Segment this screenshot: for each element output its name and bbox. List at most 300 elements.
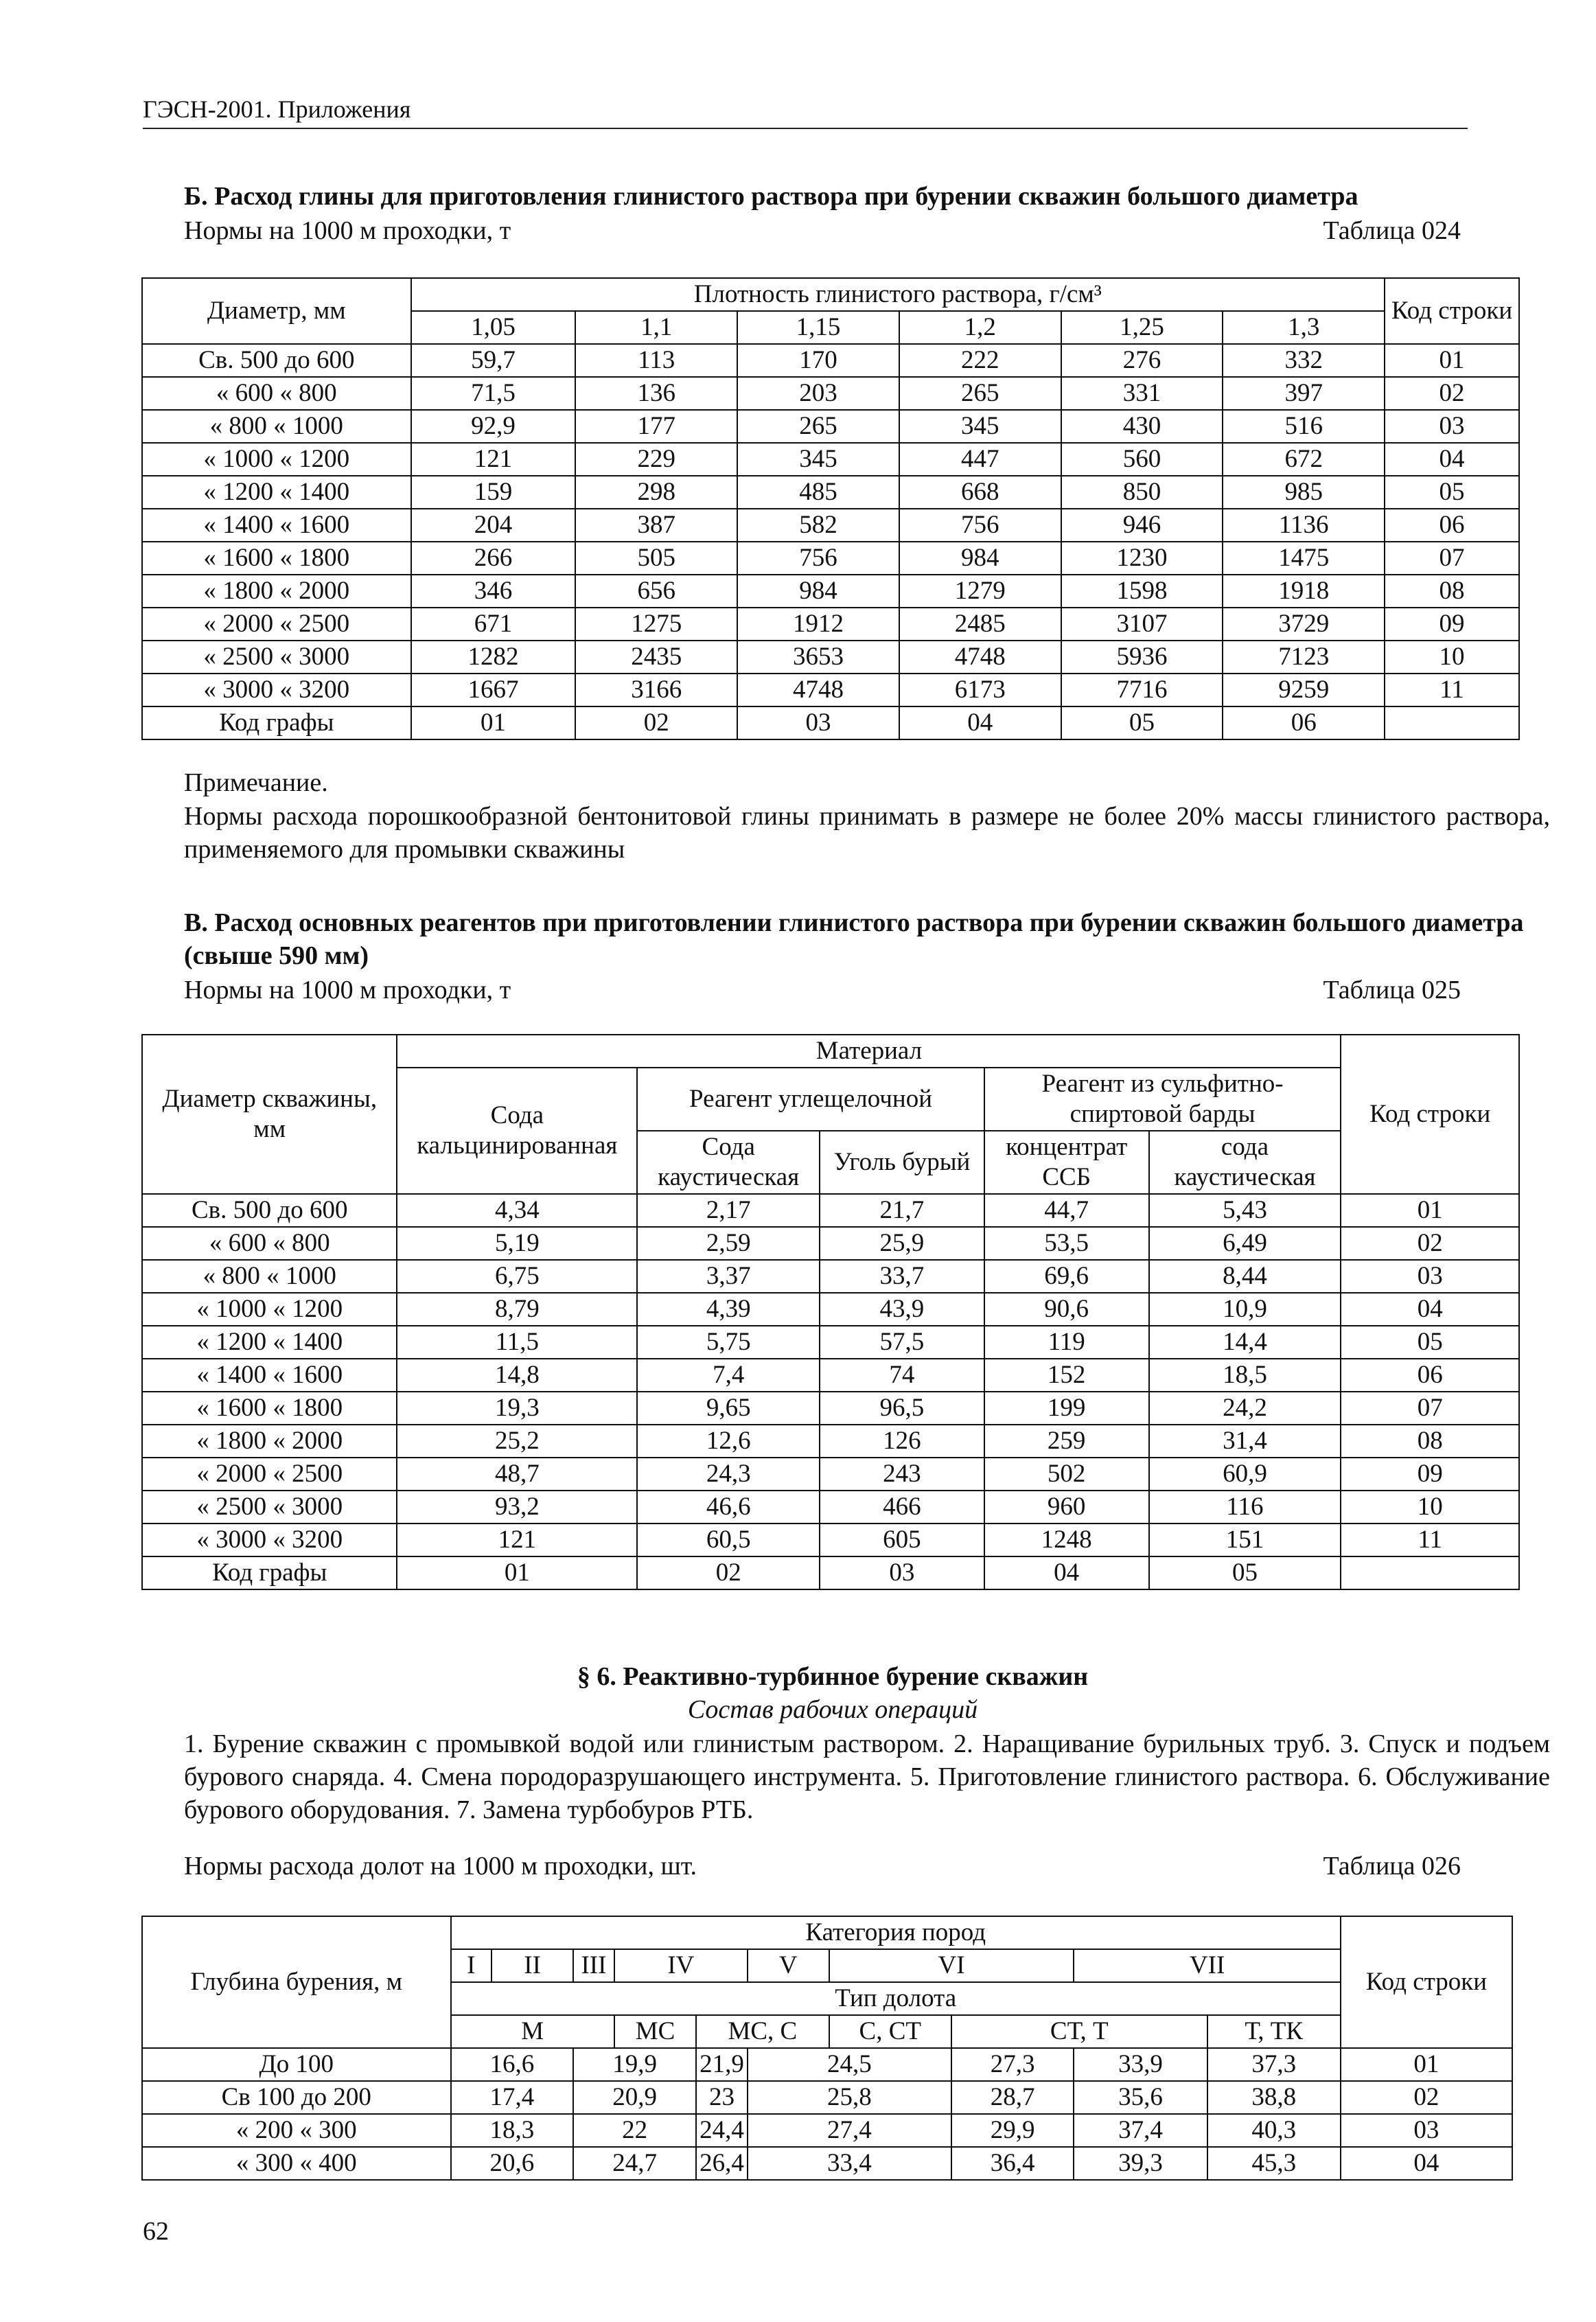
table-cell: 04 <box>984 1556 1149 1589</box>
table-cell: 04 <box>1341 1293 1519 1326</box>
section-b-note-text: Нормы расхода порошкообразной бентонитовой глины принимать в размере не более 20% массы глинистого раствора, применяемого для промывки скважины <box>184 802 1550 864</box>
table-cell: 33,9 <box>1074 2048 1207 2081</box>
table-cell: 276 <box>1061 344 1223 377</box>
table-cell: 12,6 <box>637 1425 820 1458</box>
table-cell: 447 <box>899 443 1061 476</box>
t25-head-konc: концентрат ССБ <box>984 1131 1149 1194</box>
table-cell: 01 <box>397 1556 637 1589</box>
table-cell: 126 <box>820 1425 984 1458</box>
row-label: Код графы <box>142 706 411 739</box>
table-cell: 2,17 <box>637 1194 820 1227</box>
table-cell: 43,9 <box>820 1293 984 1326</box>
t26-head-code: Код строки <box>1341 1916 1512 2048</box>
table-cell: 10 <box>1341 1491 1519 1524</box>
section-6-title: § 6. Реактивно-турбинное бурение скважин <box>577 1662 1089 1691</box>
table-cell: 2435 <box>575 641 737 674</box>
table-cell: 01 <box>1341 2048 1512 2081</box>
table-cell: 5,19 <box>397 1227 637 1260</box>
table-cell: 1918 <box>1223 575 1385 608</box>
table-026 <box>141 1916 1513 2181</box>
table-cell: 01 <box>1385 344 1519 377</box>
table-cell: 4748 <box>737 674 899 706</box>
table-row <box>142 1425 1519 1458</box>
table-cell: 69,6 <box>984 1260 1149 1293</box>
t24-density-0: 1,05 <box>411 311 576 344</box>
table-cell: 8,79 <box>397 1293 637 1326</box>
table-row <box>142 674 1519 706</box>
table-row <box>142 2114 1512 2147</box>
row-label: « 1200 « 1400 <box>142 476 411 509</box>
t25-head-material: Материал <box>397 1035 1341 1068</box>
row-label: « 2000 « 2500 <box>142 1458 397 1491</box>
table-cell: 1282 <box>411 641 576 674</box>
table-cell: 36,4 <box>951 2147 1074 2180</box>
row-label: Св. 500 до 600 <box>142 1194 397 1227</box>
table-cell: 502 <box>984 1458 1149 1491</box>
table-cell: 03 <box>820 1556 984 1589</box>
table-cell: 229 <box>575 443 737 476</box>
table-cell: 1912 <box>737 608 899 641</box>
table-cell: 1248 <box>984 1524 1149 1556</box>
table-cell: 672 <box>1223 443 1385 476</box>
section-6-table-id: Таблица 026 <box>1323 1852 1461 1881</box>
table-cell: 204 <box>411 509 576 542</box>
table-row <box>142 1359 1519 1392</box>
table-cell: 985 <box>1223 476 1385 509</box>
t26-category-6: VII <box>1074 1949 1341 1982</box>
row-label: « 200 « 300 <box>142 2114 451 2147</box>
table-cell: 5936 <box>1061 641 1223 674</box>
table-cell: 1598 <box>1061 575 1223 608</box>
table-cell: 346 <box>411 575 576 608</box>
table-cell: 756 <box>899 509 1061 542</box>
table-cell: 03 <box>1385 410 1519 443</box>
t24-head-diameter: Диаметр, мм <box>142 278 411 344</box>
table-cell: 4,34 <box>397 1194 637 1227</box>
table-cell: 59,7 <box>411 344 576 377</box>
table-row <box>142 2147 1512 2180</box>
table-cell: 3166 <box>575 674 737 706</box>
table-cell: 02 <box>1341 2081 1512 2114</box>
table-cell: 04 <box>1385 443 1519 476</box>
table-cell: 946 <box>1061 509 1223 542</box>
table-cell: 387 <box>575 509 737 542</box>
section-v-table-id: Таблица 025 <box>1323 976 1461 1004</box>
table-cell: 668 <box>899 476 1061 509</box>
table-cell: 71,5 <box>411 377 576 410</box>
row-label: « 800 « 1000 <box>142 1260 397 1293</box>
table-cell: 7123 <box>1223 641 1385 674</box>
table-cell: 505 <box>575 542 737 575</box>
table-row <box>142 410 1519 443</box>
section-6-operations: 1. Бурение скважин с промывкой водой или глинистым раствором. 2. Наращивание бурильных труб. 3. Спуск и подъем бурового снаряда. 4. Смена породоразрушающего инструмента. 5. Приготовление глинистого раствора. 6. Обслуживание бурового оборудования. 7. Замена турбобуров РТБ. <box>184 1729 1550 1824</box>
table-cell: 605 <box>820 1524 984 1556</box>
table-cell: 25,9 <box>820 1227 984 1260</box>
table-cell: 850 <box>1061 476 1223 509</box>
table-cell: 06 <box>1223 706 1385 739</box>
table-cell: 5,43 <box>1149 1194 1341 1227</box>
table-cell: 27,3 <box>951 2048 1074 2081</box>
table-row <box>142 344 1519 377</box>
table-row <box>142 575 1519 608</box>
table-cell: 3653 <box>737 641 899 674</box>
row-label: « 2500 « 3000 <box>142 641 411 674</box>
table-cell: 18,5 <box>1149 1359 1341 1392</box>
table-cell: 33,7 <box>820 1260 984 1293</box>
section-6-norms-line <box>184 1850 1461 1883</box>
table-cell <box>1341 1556 1519 1589</box>
table-cell: 08 <box>1385 575 1519 608</box>
t26-type-3: С, СТ <box>829 2015 951 2048</box>
t25-head-code: Код строки <box>1341 1035 1519 1194</box>
section-6-norms: Нормы расхода долот на 1000 м проходки, шт. <box>184 1852 697 1881</box>
table-cell: 5,75 <box>637 1326 820 1359</box>
table-cell: 16,6 <box>451 2048 573 2081</box>
table-cell: 259 <box>984 1425 1149 1458</box>
table-cell: 222 <box>899 344 1061 377</box>
row-label: До 100 <box>142 2048 451 2081</box>
table-cell: 60,9 <box>1149 1458 1341 1491</box>
table-cell: 33,4 <box>748 2147 951 2180</box>
t24-density-2: 1,15 <box>737 311 899 344</box>
row-label: « 1000 « 1200 <box>142 1293 397 1326</box>
table-cell: 3729 <box>1223 608 1385 641</box>
table-cell: 74 <box>820 1359 984 1392</box>
table-cell: 20,9 <box>573 2081 696 2114</box>
table-row <box>142 1556 1519 1589</box>
table-cell: 04 <box>899 706 1061 739</box>
table-cell: 8,44 <box>1149 1260 1341 1293</box>
t26-head-category: Категория пород <box>451 1916 1341 1949</box>
table-cell: 159 <box>411 476 576 509</box>
table-cell: 7,4 <box>637 1359 820 1392</box>
t25-head-soda-k2: сода каустическая <box>1149 1131 1341 1194</box>
table-cell: 08 <box>1341 1425 1519 1458</box>
table-cell: 1667 <box>411 674 576 706</box>
table-cell: 1475 <box>1223 542 1385 575</box>
t24-density-5: 1,3 <box>1223 311 1385 344</box>
table-cell: 92,9 <box>411 410 576 443</box>
table-cell: 26,4 <box>696 2147 748 2180</box>
table-cell: 984 <box>737 575 899 608</box>
row-label: « 1800 « 2000 <box>142 1425 397 1458</box>
row-label: « 1400 « 1600 <box>142 509 411 542</box>
t26-head-type: Тип долота <box>451 1982 1341 2015</box>
table-cell: 11,5 <box>397 1326 637 1359</box>
table-cell: 35,6 <box>1074 2081 1207 2114</box>
table-cell: 331 <box>1061 377 1223 410</box>
row-label: Св. 500 до 600 <box>142 344 411 377</box>
table-cell: 152 <box>984 1359 1149 1392</box>
t24-head-code: Код строки <box>1385 278 1519 344</box>
table-cell: 57,5 <box>820 1326 984 1359</box>
table-cell: 4748 <box>899 641 1061 674</box>
table-cell: 7716 <box>1061 674 1223 706</box>
table-cell: 10,9 <box>1149 1293 1341 1326</box>
table-cell: 37,3 <box>1207 2048 1341 2081</box>
section-v-norms: Нормы на 1000 м проходки, т <box>184 976 511 1004</box>
row-label: « 3000 « 3200 <box>142 1524 397 1556</box>
table-cell: 25,8 <box>748 2081 951 2114</box>
t24-density-4: 1,25 <box>1061 311 1223 344</box>
table-cell: 2485 <box>899 608 1061 641</box>
section-b-note-label: Примечание. <box>184 768 328 797</box>
table-cell: 1230 <box>1061 542 1223 575</box>
table-cell: 44,7 <box>984 1194 1149 1227</box>
table-cell: 265 <box>899 377 1061 410</box>
table-cell: 430 <box>1061 410 1223 443</box>
row-label: « 600 « 800 <box>142 377 411 410</box>
t26-category-1: II <box>491 1949 573 1982</box>
t26-category-2: III <box>573 1949 614 1982</box>
row-label: « 2500 « 3000 <box>142 1491 397 1524</box>
table-cell: 560 <box>1061 443 1223 476</box>
table-cell: 39,3 <box>1074 2147 1207 2180</box>
table-row <box>142 608 1519 641</box>
table-row <box>142 443 1519 476</box>
table-row <box>142 377 1519 410</box>
table-cell: 466 <box>820 1491 984 1524</box>
table-024 <box>141 277 1520 740</box>
table-cell: 23 <box>696 2081 748 2114</box>
table-cell: 05 <box>1061 706 1223 739</box>
row-label: « 1200 « 1400 <box>142 1326 397 1359</box>
table-cell: 01 <box>411 706 576 739</box>
table-cell: 3,37 <box>637 1260 820 1293</box>
table-cell: 40,3 <box>1207 2114 1341 2147</box>
table-cell: 93,2 <box>397 1491 637 1524</box>
table-cell: 05 <box>1341 1326 1519 1359</box>
table-cell: 60,5 <box>637 1524 820 1556</box>
table-cell: 37,4 <box>1074 2114 1207 2147</box>
table-cell: 05 <box>1149 1556 1341 1589</box>
row-label: « 1600 « 1800 <box>142 542 411 575</box>
table-cell: 11 <box>1385 674 1519 706</box>
t25-head-ugle: Реагент углещелочной <box>637 1068 984 1131</box>
table-cell: 07 <box>1385 542 1519 575</box>
table-row <box>142 1194 1519 1227</box>
table-cell: 177 <box>575 410 737 443</box>
table-cell: 24,4 <box>696 2114 748 2147</box>
table-cell: 3107 <box>1061 608 1223 641</box>
table-cell: 24,5 <box>748 2048 951 2081</box>
table-cell: 14,8 <box>397 1359 637 1392</box>
table-cell: 6,49 <box>1149 1227 1341 1260</box>
table-cell: 06 <box>1341 1359 1519 1392</box>
section-b-title: Б. Расход глины для приготовления глинистого раствора при бурении скважин большого диаметра <box>184 182 1358 211</box>
row-label: Код графы <box>142 1556 397 1589</box>
table-row <box>142 641 1519 674</box>
table-cell: 485 <box>737 476 899 509</box>
table-cell: 20,6 <box>451 2147 573 2180</box>
section-b-table-id: Таблица 024 <box>1323 216 1461 245</box>
table-cell: 53,5 <box>984 1227 1149 1260</box>
table-cell: 266 <box>411 542 576 575</box>
section-v-title: В. Расход основных реагентов при приготовлении глинистого раствора при бурении скважин большого диаметра (свыше 590 мм) <box>184 908 1524 970</box>
page-number: 62 <box>143 2217 169 2246</box>
t24-density-3: 1,2 <box>899 311 1061 344</box>
table-cell: 116 <box>1149 1491 1341 1524</box>
table-row <box>142 1326 1519 1359</box>
table-row <box>142 1392 1519 1425</box>
row-label: « 1800 « 2000 <box>142 575 411 608</box>
table-cell: 45,3 <box>1207 2147 1341 2180</box>
table-cell: 121 <box>411 443 576 476</box>
table-cell: 113 <box>575 344 737 377</box>
t26-type-5: Т, ТК <box>1207 2015 1341 2048</box>
table-cell: 6173 <box>899 674 1061 706</box>
row-label: Св 100 до 200 <box>142 2081 451 2114</box>
table-row <box>142 1227 1519 1260</box>
running-header: ГЭСН-2001. Приложения <box>143 95 1468 129</box>
table-cell: 28,7 <box>951 2081 1074 2114</box>
t26-type-1: МС <box>614 2015 696 2048</box>
table-cell: 332 <box>1223 344 1385 377</box>
table-cell: 17,4 <box>451 2081 573 2114</box>
table-cell: 243 <box>820 1458 984 1491</box>
table-cell: 984 <box>899 542 1061 575</box>
table-cell: 21,7 <box>820 1194 984 1227</box>
row-label: « 300 « 400 <box>142 2147 451 2180</box>
table-cell: 29,9 <box>951 2114 1074 2147</box>
table-row <box>142 1293 1519 1326</box>
row-label: « 800 « 1000 <box>142 410 411 443</box>
table-row <box>142 2048 1512 2081</box>
table-row <box>142 476 1519 509</box>
table-cell: 656 <box>575 575 737 608</box>
table-cell: 48,7 <box>397 1458 637 1491</box>
table-cell: 09 <box>1385 608 1519 641</box>
table-cell <box>1385 706 1519 739</box>
table-cell: 24,7 <box>573 2147 696 2180</box>
table-cell: 10 <box>1385 641 1519 674</box>
table-cell: 2,59 <box>637 1227 820 1260</box>
table-cell: 14,4 <box>1149 1326 1341 1359</box>
table-cell: 298 <box>575 476 737 509</box>
table-cell: 09 <box>1341 1458 1519 1491</box>
t26-category-0: I <box>451 1949 492 1982</box>
table-cell: 04 <box>1341 2147 1512 2180</box>
section-6-subtitle: Состав рабочих операций <box>687 1695 978 1724</box>
section-v-norms-line <box>184 974 1461 1007</box>
table-row <box>142 2081 1512 2114</box>
section-b-norms-line <box>184 214 1461 247</box>
t25-head-soda: Сода кальцинированная <box>397 1068 637 1194</box>
table-cell: 24,3 <box>637 1458 820 1491</box>
table-025 <box>141 1034 1520 1590</box>
table-cell: 02 <box>1385 377 1519 410</box>
table-cell: 03 <box>1341 2114 1512 2147</box>
table-cell: 119 <box>984 1326 1149 1359</box>
table-cell: 397 <box>1223 377 1385 410</box>
t26-category-5: VI <box>829 1949 1074 1982</box>
table-cell: 1275 <box>575 608 737 641</box>
table-cell: 199 <box>984 1392 1149 1425</box>
t26-type-0: М <box>451 2015 614 2048</box>
table-cell: 516 <box>1223 410 1385 443</box>
table-row <box>142 1524 1519 1556</box>
table-cell: 96,5 <box>820 1392 984 1425</box>
t25-head-ugol: Уголь бурый <box>820 1131 984 1194</box>
table-cell: 1279 <box>899 575 1061 608</box>
table-cell: 05 <box>1385 476 1519 509</box>
table-cell: 9259 <box>1223 674 1385 706</box>
table-cell: 02 <box>575 706 737 739</box>
table-cell: 345 <box>899 410 1061 443</box>
table-cell: 151 <box>1149 1524 1341 1556</box>
table-cell: 11 <box>1341 1524 1519 1556</box>
row-label: « 1400 « 1600 <box>142 1359 397 1392</box>
t25-head-soda-k: Сода каустическая <box>637 1131 820 1194</box>
table-cell: 19,3 <box>397 1392 637 1425</box>
table-cell: 01 <box>1341 1194 1519 1227</box>
table-row <box>142 1491 1519 1524</box>
table-cell: 4,39 <box>637 1293 820 1326</box>
table-cell: 22 <box>573 2114 696 2147</box>
t26-head-depth: Глубина бурения, м <box>142 1916 451 2048</box>
t26-category-4: V <box>748 1949 829 1982</box>
table-cell: 265 <box>737 410 899 443</box>
table-row <box>142 706 1519 739</box>
table-row <box>142 509 1519 542</box>
table-cell: 136 <box>575 377 737 410</box>
section-b-norms: Нормы на 1000 м проходки, т <box>184 216 511 245</box>
table-cell: 03 <box>737 706 899 739</box>
table-cell: 170 <box>737 344 899 377</box>
table-cell: 345 <box>737 443 899 476</box>
row-label: « 3000 « 3200 <box>142 674 411 706</box>
t26-type-4: СТ, Т <box>951 2015 1207 2048</box>
table-cell: 03 <box>1341 1260 1519 1293</box>
table-cell: 6,75 <box>397 1260 637 1293</box>
table-cell: 25,2 <box>397 1425 637 1458</box>
row-label: « 2000 « 2500 <box>142 608 411 641</box>
t24-head-density: Плотность глинистого раствора, г/см³ <box>411 278 1385 311</box>
t24-density-1: 1,1 <box>575 311 737 344</box>
table-cell: 38,8 <box>1207 2081 1341 2114</box>
table-cell: 90,6 <box>984 1293 1149 1326</box>
table-cell: 756 <box>737 542 899 575</box>
row-label: « 600 « 800 <box>142 1227 397 1260</box>
table-cell: 18,3 <box>451 2114 573 2147</box>
table-cell: 24,2 <box>1149 1392 1341 1425</box>
table-cell: 1136 <box>1223 509 1385 542</box>
t26-category-3: IV <box>614 1949 748 1982</box>
table-cell: 671 <box>411 608 576 641</box>
row-label: « 1600 « 1800 <box>142 1392 397 1425</box>
table-row <box>142 542 1519 575</box>
t25-head-sulf: Реагент из сульфитно-спиртовой барды <box>984 1068 1341 1131</box>
table-cell: 582 <box>737 509 899 542</box>
table-row <box>142 1458 1519 1491</box>
t26-type-2: МС, С <box>696 2015 829 2048</box>
table-cell: 9,65 <box>637 1392 820 1425</box>
table-cell: 960 <box>984 1491 1149 1524</box>
table-cell: 02 <box>1341 1227 1519 1260</box>
table-cell: 46,6 <box>637 1491 820 1524</box>
table-cell: 203 <box>737 377 899 410</box>
table-cell: 02 <box>637 1556 820 1589</box>
t25-head-diameter: Диаметр скважины, мм <box>142 1035 397 1194</box>
table-cell: 27,4 <box>748 2114 951 2147</box>
row-label: « 1000 « 1200 <box>142 443 411 476</box>
table-cell: 06 <box>1385 509 1519 542</box>
table-cell: 19,9 <box>573 2048 696 2081</box>
table-cell: 121 <box>397 1524 637 1556</box>
table-cell: 07 <box>1341 1392 1519 1425</box>
table-row <box>142 1260 1519 1293</box>
table-cell: 21,9 <box>696 2048 748 2081</box>
